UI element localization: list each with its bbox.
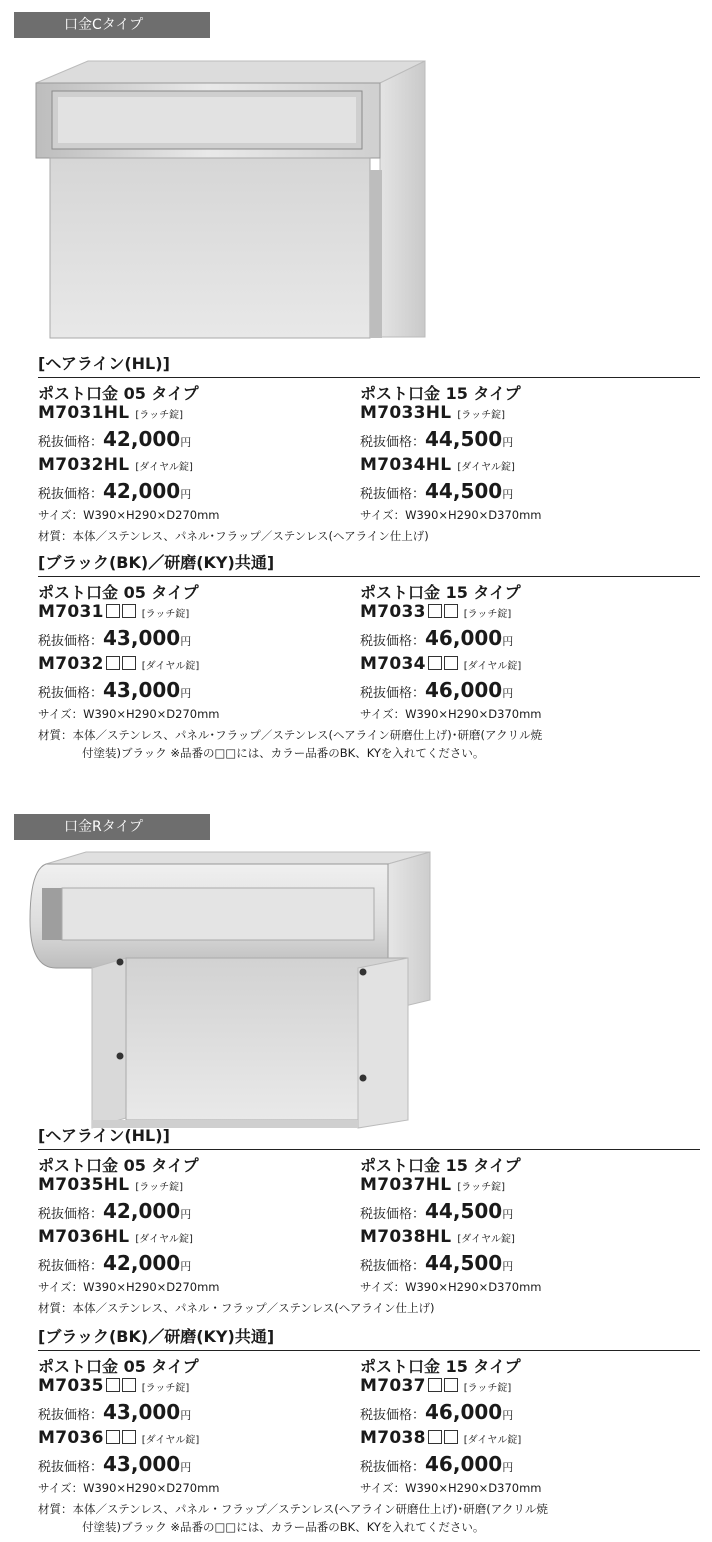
color-code-box xyxy=(428,1378,442,1392)
section-tag: 口金Cタイプ xyxy=(14,12,210,38)
lock-type: [ラッチ錠] xyxy=(457,1182,506,1193)
material-note: 材質：本体／ステンレス、パネル･フラップ／ステンレス(ヘアライン仕上げ) xyxy=(38,529,429,543)
material-note: 材質：本体／ステンレス、パネル・フラップ／ステンレス(ヘアライン仕上げ) xyxy=(38,1301,435,1315)
yen-unit: 円 xyxy=(180,687,192,700)
model-number: M7031HL xyxy=(38,403,130,423)
model-row xyxy=(38,1428,199,1448)
lock-type: [ダイヤル錠] xyxy=(463,661,522,672)
yen-unit: 円 xyxy=(502,1260,514,1273)
yen-unit: 円 xyxy=(502,436,514,449)
yen-unit: 円 xyxy=(502,687,514,700)
model-row xyxy=(360,1227,515,1247)
yen-unit: 円 xyxy=(180,1409,192,1422)
size-spec: サイズ：W390×H290×D370mm xyxy=(360,707,542,721)
price: 42,000 xyxy=(103,1251,181,1275)
col-title: ポスト口金 05 タイプ xyxy=(38,1357,199,1376)
price-label: 税抜価格： xyxy=(360,1207,426,1222)
model-number: M7032 xyxy=(38,654,104,674)
yen-unit: 円 xyxy=(502,488,514,501)
model-number: M7037 xyxy=(360,1376,426,1396)
price-label: 税抜価格： xyxy=(38,1207,104,1222)
material-note-cont: 付塗装)ブラック ※品番の□□には、カラー品番のBK、KYを入れてください。 xyxy=(82,746,485,760)
price-row xyxy=(38,479,191,503)
yen-unit: 円 xyxy=(180,1208,192,1221)
model-row xyxy=(38,455,193,475)
lock-type: [ダイヤル錠] xyxy=(135,1234,193,1245)
col-title: ポスト口金 15 タイプ xyxy=(360,583,521,602)
model-number: M7037HL xyxy=(360,1175,452,1195)
lock-type: [ラッチ錠] xyxy=(135,1182,184,1193)
price-label: 税抜価格： xyxy=(360,1460,426,1475)
model-row xyxy=(38,602,189,622)
price: 46,000 xyxy=(425,1452,503,1476)
block-heading: [ヘアライン(HL)] xyxy=(38,354,170,373)
lock-type: [ラッチ錠] xyxy=(135,410,184,421)
mailbox-c-type-image xyxy=(30,55,430,350)
yen-unit: 円 xyxy=(502,635,514,648)
price: 46,000 xyxy=(425,626,503,650)
price-label: 税抜価格： xyxy=(360,1259,426,1274)
price: 42,000 xyxy=(103,1199,181,1223)
material-note: 材質：本体／ステンレス、パネル・フラップ／ステンレス(ヘアライン研磨仕上げ)･研磨(アクリル焼 xyxy=(38,1502,548,1516)
model-row xyxy=(38,1376,189,1396)
price: 43,000 xyxy=(103,1452,181,1476)
col-05 xyxy=(38,1153,368,1293)
model-row xyxy=(360,602,511,622)
col-title: ポスト口金 15 タイプ xyxy=(360,1156,521,1175)
model-number: M7036HL xyxy=(38,1227,130,1247)
color-code-box xyxy=(428,656,442,670)
price: 43,000 xyxy=(103,626,181,650)
col-05 xyxy=(38,580,368,720)
price: 42,000 xyxy=(103,479,181,503)
price-label: 税抜価格： xyxy=(38,435,104,450)
col-15 xyxy=(360,381,690,521)
price-row xyxy=(360,1251,513,1275)
yen-unit: 円 xyxy=(502,1208,514,1221)
model-number: M7035HL xyxy=(38,1175,130,1195)
price-row xyxy=(360,1199,513,1223)
color-code-box xyxy=(444,1378,458,1392)
color-code-box xyxy=(444,1430,458,1444)
col-title: ポスト口金 05 タイプ xyxy=(38,583,199,602)
price-row xyxy=(360,479,513,503)
material-note: 材質：本体／ステンレス、パネル･フラップ／ステンレス(ヘアライン研磨仕上げ)･研磨(アクリル焼 xyxy=(38,728,543,742)
lock-type: [ダイヤル錠] xyxy=(141,1435,200,1446)
block-heading: [ヘアライン(HL)] xyxy=(38,1126,170,1145)
lock-type: [ダイヤル錠] xyxy=(457,1234,515,1245)
price-row xyxy=(38,626,191,650)
mailbox-r-type-image xyxy=(26,850,436,1130)
section-r-type xyxy=(0,800,712,1542)
price-row xyxy=(360,1400,513,1424)
section-tag: 口金Rタイプ xyxy=(14,814,210,840)
model-number: M7033 xyxy=(360,602,426,622)
col-15 xyxy=(360,580,690,720)
model-number: M7031 xyxy=(38,602,104,622)
price-row xyxy=(38,1452,191,1476)
lock-type: [ダイヤル錠] xyxy=(457,462,515,473)
size-spec: サイズ：W390×H290×D270mm xyxy=(38,1280,220,1294)
model-number: M7034 xyxy=(360,654,426,674)
color-code-box xyxy=(122,1378,136,1392)
price-label: 税抜価格： xyxy=(360,634,426,649)
model-row xyxy=(38,1175,183,1195)
hl-block xyxy=(38,353,700,543)
heading-rule xyxy=(38,576,700,577)
color-code-box xyxy=(428,1430,442,1444)
yen-unit: 円 xyxy=(180,635,192,648)
price-label: 税抜価格： xyxy=(38,1460,104,1475)
model-number: M7032HL xyxy=(38,455,130,475)
size-spec: サイズ：W390×H290×D270mm xyxy=(38,707,220,721)
size-spec: サイズ：W390×H290×D270mm xyxy=(38,508,220,522)
model-number: M7035 xyxy=(38,1376,104,1396)
price: 43,000 xyxy=(103,1400,181,1424)
yen-unit: 円 xyxy=(180,436,192,449)
model-number: M7036 xyxy=(38,1428,104,1448)
block-heading: [ブラック(BK)／研磨(KY)共通] xyxy=(38,1327,275,1346)
model-row xyxy=(360,403,505,423)
material-note-cont: 付塗装)ブラック ※品番の□□には、カラー品番のBK、KYを入れてください。 xyxy=(82,1520,485,1534)
price-label: 税抜価格： xyxy=(360,487,426,502)
price: 46,000 xyxy=(425,678,503,702)
heading-rule xyxy=(38,1350,700,1351)
model-number: M7033HL xyxy=(360,403,452,423)
price-row xyxy=(360,626,513,650)
model-row xyxy=(38,1227,193,1247)
color-code-box xyxy=(444,656,458,670)
price: 43,000 xyxy=(103,678,181,702)
yen-unit: 円 xyxy=(180,1461,192,1474)
price-row xyxy=(360,427,513,451)
col-title: ポスト口金 15 タイプ xyxy=(360,384,521,403)
model-number: M7038HL xyxy=(360,1227,452,1247)
color-code-box xyxy=(106,1430,120,1444)
price-row xyxy=(38,678,191,702)
model-row xyxy=(38,403,183,423)
lock-type: [ラッチ錠] xyxy=(141,609,190,620)
price-label: 税抜価格： xyxy=(38,487,104,502)
size-spec: サイズ：W390×H290×D370mm xyxy=(360,1481,542,1495)
price: 44,500 xyxy=(425,479,503,503)
lock-type: [ラッチ錠] xyxy=(463,1383,512,1394)
price-row xyxy=(38,1199,191,1223)
heading-rule xyxy=(38,377,700,378)
price-label: 税抜価格： xyxy=(360,435,426,450)
col-title: ポスト口金 05 タイプ xyxy=(38,384,199,403)
color-code-box xyxy=(428,604,442,618)
yen-unit: 円 xyxy=(502,1461,514,1474)
price-row xyxy=(360,678,513,702)
model-number: M7034HL xyxy=(360,455,452,475)
col-title: ポスト口金 05 タイプ xyxy=(38,1156,199,1175)
color-code-box xyxy=(444,604,458,618)
col-05 xyxy=(38,1354,368,1494)
price-label: 税抜価格： xyxy=(38,1408,104,1423)
yen-unit: 円 xyxy=(180,1260,192,1273)
block-heading: [ブラック(BK)／研磨(KY)共通] xyxy=(38,553,275,572)
price-label: 税抜価格： xyxy=(38,634,104,649)
hl-block xyxy=(38,1125,700,1315)
yen-unit: 円 xyxy=(502,1409,514,1422)
price: 44,500 xyxy=(425,427,503,451)
price-label: 税抜価格： xyxy=(360,686,426,701)
price: 44,500 xyxy=(425,1199,503,1223)
model-row xyxy=(360,1175,505,1195)
price: 46,000 xyxy=(425,1400,503,1424)
model-row xyxy=(38,654,199,674)
price-label: 税抜価格： xyxy=(360,1408,426,1423)
col-title: ポスト口金 15 タイプ xyxy=(360,1357,521,1376)
price-row xyxy=(360,1452,513,1476)
yen-unit: 円 xyxy=(180,488,192,501)
col-05 xyxy=(38,381,368,521)
color-code-box xyxy=(122,604,136,618)
price: 42,000 xyxy=(103,427,181,451)
size-spec: サイズ：W390×H290×D370mm xyxy=(360,1280,542,1294)
model-row xyxy=(360,1376,511,1396)
price-row xyxy=(38,1400,191,1424)
price-row xyxy=(38,427,191,451)
model-row xyxy=(360,1428,521,1448)
color-code-box xyxy=(106,1378,120,1392)
col-15 xyxy=(360,1153,690,1293)
model-row xyxy=(360,654,521,674)
model-number: M7038 xyxy=(360,1428,426,1448)
color-code-box xyxy=(106,656,120,670)
lock-type: [ラッチ錠] xyxy=(457,410,506,421)
bk-block xyxy=(38,1326,700,1540)
size-spec: サイズ：W390×H290×D270mm xyxy=(38,1481,220,1495)
color-code-box xyxy=(122,656,136,670)
lock-type: [ラッチ錠] xyxy=(463,609,512,620)
color-code-box xyxy=(122,1430,136,1444)
col-15 xyxy=(360,1354,690,1494)
price-row xyxy=(38,1251,191,1275)
lock-type: [ダイヤル錠] xyxy=(135,462,193,473)
size-spec: サイズ：W390×H290×D370mm xyxy=(360,508,542,522)
color-code-box xyxy=(106,604,120,618)
price: 44,500 xyxy=(425,1251,503,1275)
lock-type: [ダイヤル錠] xyxy=(141,661,200,672)
price-label: 税抜価格： xyxy=(38,686,104,701)
price-label: 税抜価格： xyxy=(38,1259,104,1274)
model-row xyxy=(360,455,515,475)
bk-block xyxy=(38,552,700,766)
lock-type: [ラッチ錠] xyxy=(141,1383,190,1394)
heading-rule xyxy=(38,1149,700,1150)
lock-type: [ダイヤル錠] xyxy=(463,1435,522,1446)
